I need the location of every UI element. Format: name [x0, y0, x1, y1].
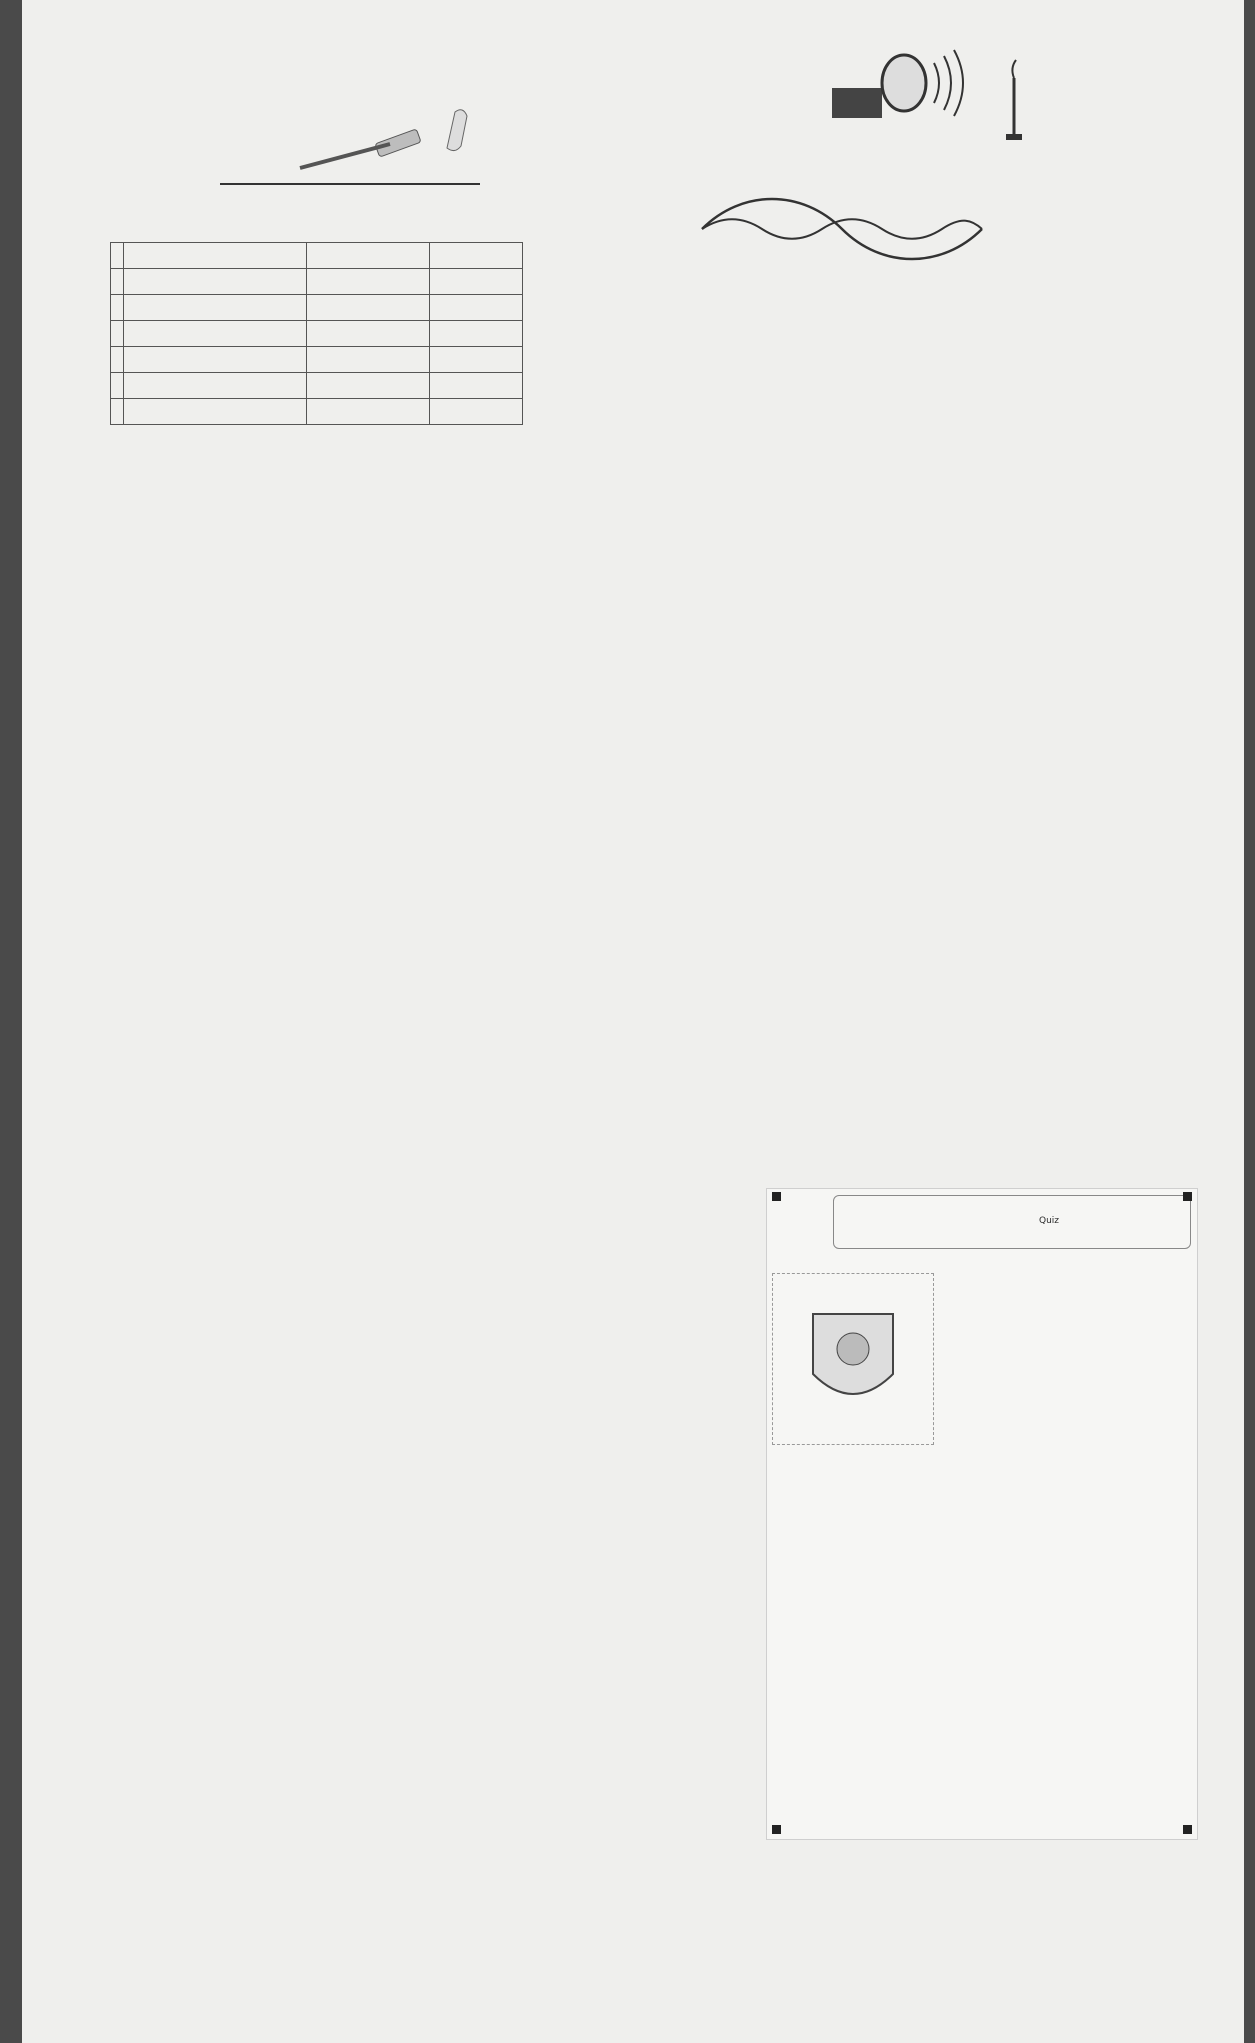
table-cell: [307, 321, 430, 347]
table-cell: [307, 269, 430, 295]
table-cell: [430, 321, 523, 347]
table-cell: [430, 269, 523, 295]
header-fields: [833, 1195, 1191, 1249]
table-cell: [124, 321, 307, 347]
alignment-mark: [1183, 1192, 1192, 1201]
flame-icon: [1012, 60, 1016, 78]
alignment-mark: [772, 1825, 781, 1834]
table-cell: [307, 347, 430, 373]
answer-sheet: [766, 1188, 1198, 1840]
right-column: [642, 18, 1222, 308]
table-header-row: [111, 243, 523, 269]
hammer-rod-illustration: [60, 92, 640, 190]
table-cell: [124, 269, 307, 295]
question-30: [60, 242, 640, 425]
student-id-block: [772, 1273, 934, 1445]
table-cell: [124, 295, 307, 321]
table-cell: [111, 295, 124, 321]
table-header: [307, 243, 430, 269]
table-cell: [307, 295, 430, 321]
table-row: [111, 347, 523, 373]
table-cell: [430, 347, 523, 373]
velocity-table: [110, 242, 523, 425]
speaker-candle-figure: [642, 48, 1222, 158]
table-cell: [430, 373, 523, 399]
table-row: [111, 295, 523, 321]
table-cell: [111, 399, 124, 425]
wave-figure: [642, 184, 1222, 274]
table-row: [111, 373, 523, 399]
situation-32-33: [642, 184, 1222, 278]
table-header: [430, 243, 523, 269]
school-crest-icon: [803, 1304, 903, 1414]
left-column: [60, 54, 640, 449]
table-cell: [124, 347, 307, 373]
exam-sheet: [22, 0, 1244, 2043]
table-cell: [124, 373, 307, 399]
speaker-cone: [882, 55, 926, 111]
table-cell: [111, 321, 124, 347]
table-cell: [430, 295, 523, 321]
table-cell: [307, 373, 430, 399]
table-row: [111, 321, 523, 347]
alignment-mark: [1183, 1825, 1192, 1834]
question-31: [642, 48, 1222, 162]
table-header: [124, 243, 307, 269]
table-cell: [111, 347, 124, 373]
table-cell: [111, 373, 124, 399]
table-row: [111, 399, 523, 425]
table-cell: [430, 399, 523, 425]
wave-a: [702, 199, 982, 259]
table-row: [111, 269, 523, 295]
alignment-mark: [772, 1192, 781, 1201]
speaker-body: [832, 88, 882, 118]
table-cell: [124, 399, 307, 425]
table-cell: [307, 399, 430, 425]
table-header: [111, 243, 124, 269]
hammer-rod-figure: [60, 92, 640, 190]
table-cell: [111, 269, 124, 295]
field-quiz: Quiz: [1039, 1216, 1060, 1226]
